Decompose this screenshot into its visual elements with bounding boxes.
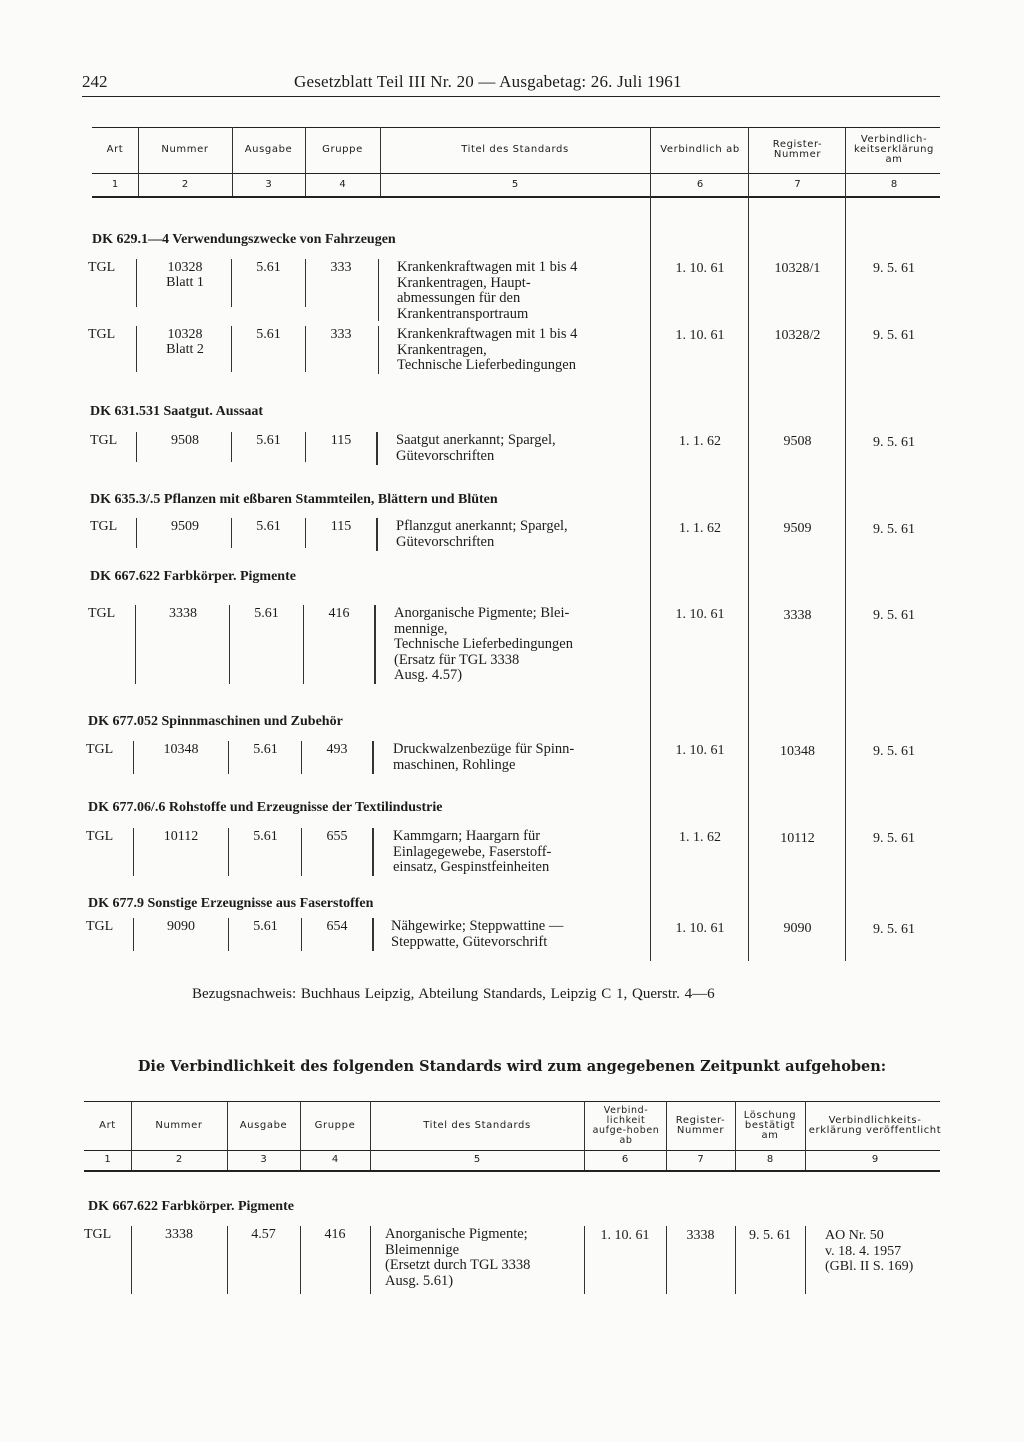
cell-veroeffentlicht-line: (GBl. II S. 169) [825,1259,914,1274]
cell-titel-line: Anorganische Pigmente; [385,1226,528,1242]
cell-ausgabe: 5.61 [256,519,281,534]
col-header-verbindlich-ab: Verbindlich ab [660,144,740,155]
cell-art: TGL [86,829,114,844]
col-header-register: Register-Nummer [772,139,823,160]
cell-titel-line: Steppwatte, Gütevorschrift [391,933,548,950]
cell-erklaerung: 9. 5. 61 [873,744,915,759]
page-number: 242 [82,72,108,91]
cell-ausgabe: 5.61 [253,829,278,844]
row-divider [372,828,374,876]
col-number: 5 [473,1154,481,1165]
cell-register: 10348 [780,744,815,759]
cell-titel-line: einsatz, Gespinstfeinheiten [393,859,550,875]
col-header-titel: Titel des Standards [461,144,569,155]
row-divider [376,432,378,465]
cell-erklaerung: 9. 5. 61 [873,608,915,623]
cell-art: TGL [90,433,118,448]
cell-titel-line: Krankentransportraum [397,305,529,322]
cell-titel-line: Krankenkraftwagen mit 1 bis 4 [397,326,578,342]
cell-ausgabe: 4.57 [251,1227,276,1242]
row-divider [376,518,378,551]
group-heading: DK 631.531 Saatgut. Aussaat [90,404,264,419]
col-header-nummer: Nummer [161,144,209,155]
col-number: 1 [111,179,119,190]
col-number: 4 [331,1154,339,1165]
header-bottom-rule [92,196,940,198]
cell-nummer: 9090 [167,919,195,934]
col-header-ausgabe: Ausgabe [239,1119,288,1131]
cell-art: TGL [86,742,114,757]
cell-titel-line: Krankenkraftwagen mit 1 bis 4 [397,259,578,275]
cell-titel-line: Gütevorschriften [396,447,495,464]
cell-gruppe: 333 [330,260,352,275]
cell-gruppe: 333 [330,327,352,342]
page-header [82,72,940,97]
bezugsnachweis: Bezugsnachweis: Buchhaus Leipzig, Abteilung Standards, Leipzig C 1, Querstr. 4—6 [192,986,715,1002]
cell-titel-line: Krankentragen, Haupt- [397,274,531,291]
col-number: 2 [181,179,189,190]
cell-nummer: 3338 [169,606,197,621]
col-number: 6 [696,179,704,190]
cell-gruppe: 416 [328,606,350,621]
col-number: 7 [697,1154,704,1165]
group-heading: DK 667.622 Farbkörper. Pigmente [90,569,296,584]
col-number: 3 [260,1154,267,1165]
col-header-register: Register-Nummer [675,1114,726,1136]
cell-register: 9090 [783,921,812,936]
cell-verbindlich-ab: 1. 10. 61 [675,261,725,276]
cell-art: TGL [88,606,116,621]
col-number: 6 [621,1154,629,1165]
col-divider-6 [650,127,651,961]
cell-register: 10328/1 [774,261,821,276]
row-divider [374,605,376,684]
cell-titel-line: (Ersetzt durch TGL 3338 [385,1257,531,1273]
cell-ausgabe: 5.61 [256,260,281,275]
cell-register: 9508 [783,434,812,449]
cell-verbindlich-ab: 1. 1. 62 [679,521,721,536]
cell-gruppe: 655 [326,829,348,844]
row-divider [372,918,374,951]
cell-titel-line: maschinen, Rohlinge [393,756,516,773]
row-divider [370,1226,371,1294]
cell-ausgabe: 5.61 [256,433,281,448]
page-title: Gesetzblatt Teil III Nr. 20 — Ausgabetag: 26. Juli 1961 [294,72,682,91]
cell-nummer: 10112 [163,829,199,844]
col-header-loeschung: Löschung bestätigt am [743,1109,797,1141]
col-number: 8 [890,179,898,190]
col-number: 7 [794,179,801,190]
cell-aufgehoben-ab: 1. 10. 61 [600,1228,650,1243]
cell-ausgabe: 5.61 [253,742,278,757]
cell-titel-line: Ausg. 4.57) [394,667,463,683]
col-divider-7 [748,127,749,961]
cell-verbindlich-ab: 1. 10. 61 [675,743,725,758]
row-divider [136,259,137,307]
cell-verbindlich-ab: 1. 1. 62 [679,830,721,845]
col-header-gruppe: Gruppe [322,144,363,155]
row-divider [136,326,137,372]
cell-titel-line: (Ersatz für TGL 3338 [394,651,520,668]
cell-titel-line: Saatgut anerkannt; Spargel, [396,432,556,448]
col-number: 8 [766,1154,774,1165]
cell-gruppe: 115 [330,519,352,534]
group-heading: DK 629.1—4 Verwendungszwecke von Fahrzeugen [92,232,396,247]
cell-nummer: 10348 [163,742,199,757]
cell-art: TGL [88,327,116,342]
cell-titel-line: Technische Lieferbedingungen [394,636,573,652]
cell-ausgabe: 5.61 [253,919,278,934]
group-heading: DK 677.9 Sonstige Erzeugnisse aus Faserstoffen [88,896,374,911]
cell-register: 9509 [783,521,812,536]
cell-titel-line: Technische Lieferbedingungen [397,357,576,373]
cell-titel-line: Bleimennige [385,1241,460,1258]
cell-art: TGL [86,919,114,934]
col-number: 9 [871,1154,879,1165]
cell-erklaerung: 9. 5. 61 [873,435,915,450]
header-rule [84,1150,940,1151]
cell-erklaerung: 9. 5. 61 [873,831,915,846]
cell-titel-line: Ausg. 5.61) [385,1272,454,1289]
cell-titel-line: Anorganische Pigmente; Blei- [394,605,570,621]
cell-veroeffentlicht-line: AO Nr. 50 [825,1228,884,1243]
cell-register: 3338 [686,1228,715,1243]
group-heading: DK 677.052 Spinnmaschinen und Zubehör [88,714,343,729]
cell-nummer-blatt: Blatt 2 [166,342,204,357]
group-heading: DK 667.622 Farbkörper. Pigmente [88,1199,294,1214]
col-header-ausgabe: Ausgabe [244,144,293,155]
cell-verbindlich-ab: 1. 10. 61 [675,921,725,936]
cell-loeschung: 9. 5. 61 [749,1228,791,1243]
col-number: 2 [175,1154,183,1165]
cell-titel-line: Kammgarn; Haargarn für [393,828,541,844]
header-rule [92,173,940,174]
cell-nummer: 9508 [171,433,199,448]
cell-nummer: 10328 [167,327,203,342]
col-number: 4 [339,179,346,190]
cell-titel-line: Druckwalzenbezüge für Spinn- [393,741,575,757]
cell-titel-line: mennige, [394,620,448,637]
row-divider [378,259,379,321]
cell-register: 10112 [780,831,815,846]
row-divider [378,326,379,374]
cell-art: TGL [84,1227,112,1242]
cell-art: TGL [90,519,118,534]
col-header-veroeffentlicht: Verbindlichkeits-erklärung veröffentlicht [808,1114,942,1136]
cell-gruppe: 115 [330,433,352,448]
cell-titel-line: Gütevorschriften [396,533,495,550]
cell-nummer: 9509 [171,519,199,534]
col-header-titel: Titel des Standards [423,1119,531,1131]
cell-verbindlich-ab: 1. 1. 62 [679,434,721,449]
row-divider [805,1226,806,1294]
cell-nummer: 10328 [167,260,203,275]
header-bottom-rule [84,1170,940,1172]
cell-verbindlich-ab: 1. 10. 61 [675,607,725,622]
group-heading: DK 635.3/.5 Pflanzen mit eßbaren Stammteilen, Blättern und Blüten [90,492,498,507]
cell-gruppe: 654 [326,919,348,934]
cell-titel-line: Nähgewirke; Steppwattine — [391,918,564,934]
col-number: 1 [104,1154,111,1165]
row-divider [136,432,137,462]
cell-ausgabe: 5.61 [256,327,281,342]
group-heading: DK 677.06/.6 Rohstoffe und Erzeugnisse der Textilindustrie [88,800,443,815]
cell-nummer-blatt: Blatt 1 [166,275,204,290]
cell-gruppe: 493 [326,742,348,757]
col-header-nummer: Nummer [155,1119,203,1131]
col-number: 3 [265,179,272,190]
cell-titel-line: Pflanzgut anerkannt; Spargel, [396,518,568,534]
cell-ausgabe: 5.61 [254,606,279,621]
section-heading-aufgehoben: Die Verbindlichkeit des folgenden Standards wird zum angegebenen Zeitpunkt aufgehoben: [137,1058,887,1075]
cell-erklaerung: 9. 5. 61 [873,922,915,937]
cell-register: 10328/2 [774,328,821,343]
cell-erklaerung: 9. 5. 61 [873,328,915,343]
cell-art: TGL [88,260,116,275]
row-divider [372,741,374,774]
cell-titel-line: Krankentragen, [397,341,487,358]
cell-register: 3338 [783,608,812,623]
col-header-aufgehoben-ab: Verbind-lichkeit aufge-hoben ab [592,1104,660,1146]
cell-nummer: 3338 [165,1227,193,1242]
col-header-gruppe: Gruppe [314,1119,356,1131]
col-number: 5 [511,179,519,190]
cell-erklaerung: 9. 5. 61 [873,522,915,537]
cell-erklaerung: 9. 5. 61 [873,261,915,276]
col-header-art: Art [106,144,124,155]
cell-verbindlich-ab: 1. 10. 61 [675,328,725,343]
cell-titel-line: abmessungen für den [397,290,521,306]
col-header-erklaerung: Verbindlich-keitserklärung am [854,134,934,165]
row-divider [136,518,137,548]
cell-titel-line: Einlagegewebe, Faserstoff- [393,843,552,860]
cell-gruppe: 416 [324,1227,346,1242]
cell-veroeffentlicht-line: v. 18. 4. 1957 [825,1243,902,1259]
col-header-art: Art [99,1119,116,1131]
